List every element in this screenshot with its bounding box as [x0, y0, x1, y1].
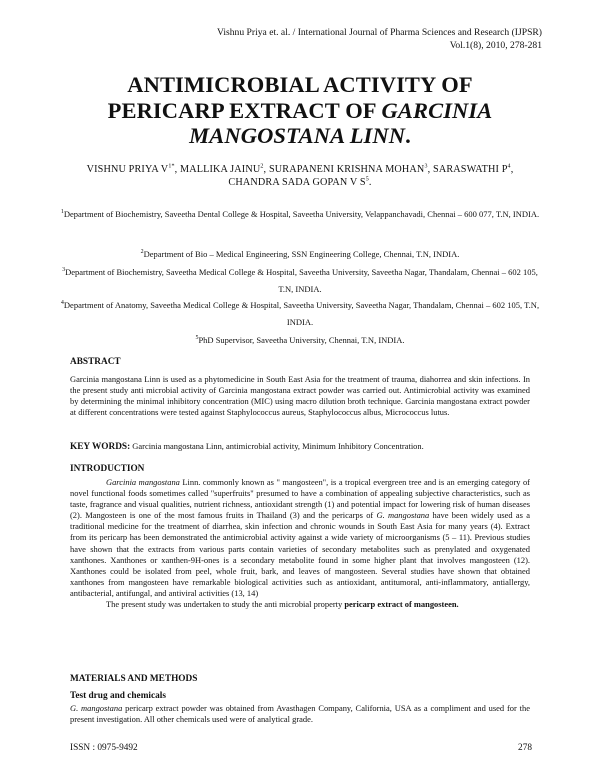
author-2: MALLIKA JAINU — [180, 164, 261, 175]
abstract-text: Garcinia mangostana Linn is used as a phytomedicine in South East Asia for the treatment of trauma, diahorrea and skin infections. In the present study anti microbial activity of Garcinia mangostana extract powder was carried out. Antimicrobial activity was examined by determining the minimal inhibitory concentration (MIC) using macro dilution broth technique. Garcinia mangostana extract powder at different concentrations were tested against Staphylococcus aureus, Staphylococcus albus, Micrococcus lutus. — [70, 374, 530, 418]
author-4: SARASWATHI P — [433, 164, 508, 175]
footer-issn: ISSN : 0975-9492 — [70, 743, 138, 753]
methods-subheading: Test drug and chemicals — [70, 691, 166, 701]
methods-heading: MATERIALS AND METHODS — [70, 674, 198, 684]
title-line-3: MANGOSTANA LINN. — [189, 123, 411, 148]
author-1: VISHNU PRIYA V — [86, 164, 169, 175]
methods-text: G. mangostana pericarp extract powder was obtained from Avasthagen Company, California, USA as a compliment and used for the present investigation. All other chemicals used were of analytical grade. — [70, 703, 530, 725]
introduction-heading: INTRODUCTION — [70, 464, 145, 474]
author-5: CHANDRA SADA GOPAN V S — [228, 177, 366, 188]
paper-title — [60, 72, 540, 149]
authors-line-2: CHANDRA SADA GOPAN V $S^5$. — [228, 176, 372, 188]
running-header — [217, 27, 542, 52]
affiliation-4: $^4$Department of Anatomy, Saveetha Medical College & Hospital, Saveetha University, Saveetha Nagar, Thandalam, Chennai – 602 105, T.N, INDIA. — [60, 300, 540, 328]
keywords-text: Garcinia mangostana Linn, antimicrobial activity, Minimum Inhibitory Concentration. — [130, 441, 424, 451]
abstract-heading: ABSTRACT — [70, 357, 121, 367]
title-line-2: PERICARP EXTRACT OF GARCINIA — [107, 97, 493, 123]
footer-page-number: 278 — [518, 743, 532, 753]
affiliation-5: $^5$PhD Supervisor, Saveetha University, Chennai, T.N, INDIA. — [195, 335, 405, 345]
keywords-label: KEY WORDS: — [70, 442, 131, 452]
affiliation-1: $^1$Department of Biochemistry, Saveetha Dental College & Hospital, Saveetha University, Velappanchavadi, Chennai – 600 077, T.N, INDIA. — [60, 209, 540, 219]
affiliation-3: $^3$Department of Biochemistry, Saveetha Medical College & Hospital, Saveetha University, Saveetha Nagar, Thandalam, Chennai – 602 105, T.N, INDIA. — [62, 267, 538, 295]
title-line-1: ANTIMICROBIAL ACTIVITY OF — [127, 72, 473, 97]
authors-line-1: VISHNU PRIYA $V^{1*}$, MALLIKA JAINU$^2$, SURAPANENI KRISHNA MOHAN$^3$, SARASWATHI $P^4$, — [86, 163, 514, 175]
journal-citation: Vishnu Priya et. al. / International Journal of Pharma Sciences and Research (IJPSR) — [217, 27, 542, 38]
author-list — [60, 163, 540, 189]
keywords — [70, 441, 530, 453]
affiliation-2: $^2$Department of Bio – Medical Engineering, SSN Engineering College, Chennai, T.N, INDIA. — [140, 249, 460, 259]
author-3: SURAPANENI KRISHNA MOHAN — [268, 164, 425, 175]
introduction-text: Garcinia mangostana Linn. commonly known as " mangosteen", is a tropical evergreen tree and is an emerging category of novel functional foods sometimes called "superfruits" presumed to have a combination of appealing subjective characteristics, such as taste, fragrance and visual qualities, nutrient richness, antioxidant strength (1) and potential impact for lowering risk of human diseases (2). Mangosteen is one of the most famous fruits in Thailand (3) and the pericarps of G. mangostana have been widely used as a traditional medicine for the treatment of diarrhea, skin infection and chronic wounds in South East Asia for many years (4). Extract from its pericarp has been demonstrated the antimicrobial activity against a wide variety of microorganisms (5 – 11). Previous studies have shown that the extracts from various parts contain varieties of secondary metabolites such as prenylated and oxygenated xanthones. Xanthones or xanthen-9H-ones is a secondary metabolite found in some higher plant that involves mangosteen (12). Xanthones could be isolated from peel, whole fruit, bark, and leaves of mangosteen. Several studies have shown that obtained xanthones from mangosteen have remarkable biological activities such as antioxidant, antitumoral, anti-inflammatory, antiallergy, antibacterial, antifungal, and antiviral activities (13, 14) The present study was undertaken to study the anti microbial property pericarp extract of mangosteen. — [70, 477, 530, 610]
volume-pages: Vol.1(8), 2010, 278-281 — [449, 39, 542, 51]
